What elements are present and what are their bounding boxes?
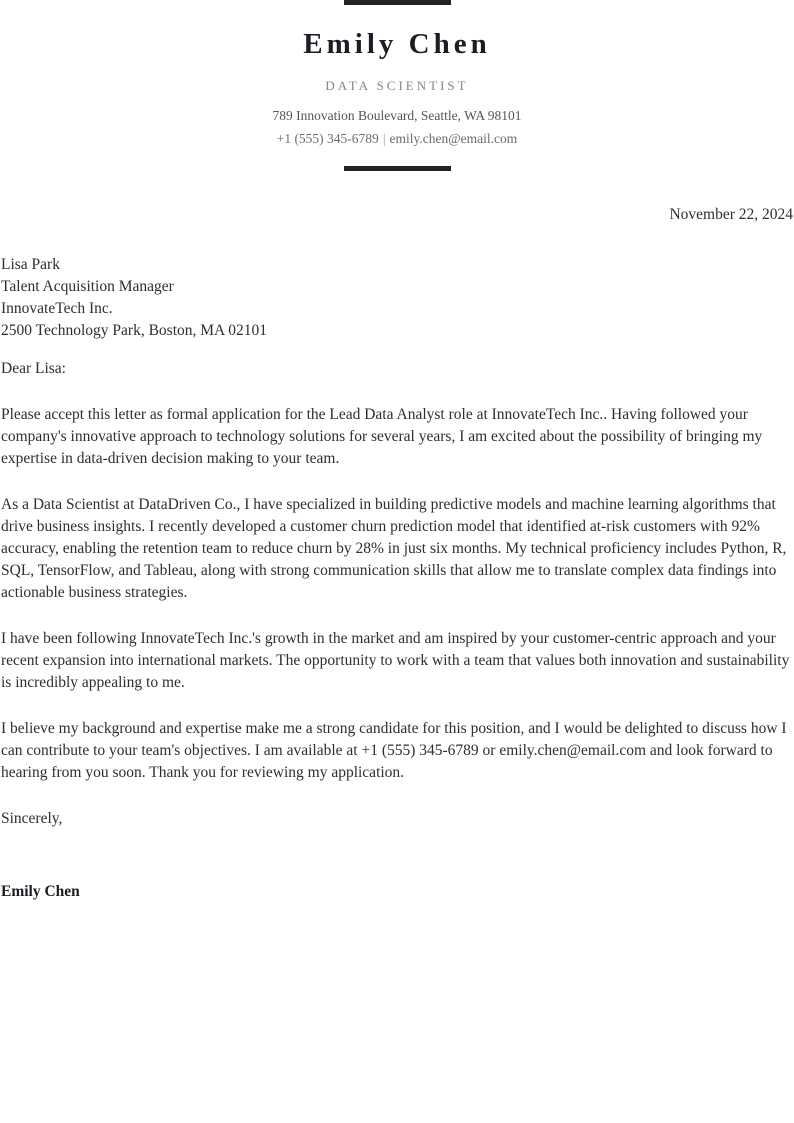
recipient-company: InnovateTech Inc. <box>1 300 113 317</box>
letter-body <box>0 204 794 903</box>
recipient-address: 2500 Technology Park, Boston, MA 02101 <box>1 322 268 339</box>
candidate-phone: +1 (555) 345-6789 <box>276 131 379 146</box>
letter-date: November 22, 2024 <box>669 206 793 223</box>
candidate-email: emily.chen@email.com <box>389 131 518 146</box>
body-paragraph: I have been following InnovateTech Inc.'s growth in the market and am inspired by your customer-centric approach and your recent expansion into international markets. The opportunity to work with a team that values both innovation and sustainability is incredibly appealing to me. <box>1 630 790 691</box>
closing-salutation: Sincerely, <box>1 810 63 827</box>
letter-header <box>0 0 794 171</box>
body-paragraph: Please accept this letter as formal application for the Lead Data Analyst role at InnovateTech Inc.. Having followed your company's innovative approach to technology solutions for several years, I am excited about the possibility of bringing my expertise in data-driven decision making to your team. <box>1 406 763 467</box>
recipient-title: Talent Acquisition Manager <box>1 278 174 295</box>
body-paragraph: As a Data Scientist at DataDriven Co., I have specialized in building predictive models and machine learning algorithms that drive business insights. I recently developed a customer churn prediction model that identified at-risk customers with 92% accuracy, enabling the retention team to reduce churn by 28% in just six months. My technical proficiency includes Python, R, SQL, TensorFlow, and Tableau, along with strong communication skills that allow me to translate complex data findings into actionable business strategies. <box>1 496 787 601</box>
candidate-name: Emily Chen <box>303 28 491 60</box>
recipient-block <box>1 254 793 342</box>
candidate-address: 789 Innovation Boulevard, Seattle, WA 98101 <box>272 108 522 123</box>
candidate-job-title: DATA SCIENTIST <box>325 78 469 93</box>
header-top-rule <box>344 0 451 5</box>
body-paragraph: I believe my background and expertise make me a strong candidate for this position, and I would be delighted to discuss how I can contribute to your team's objectives. I am available at +1 (555) 345-6789 or emily.chen@email.com and look forward to hearing from you soon. Thank you for reviewing my application. <box>1 720 787 781</box>
header-bottom-rule <box>344 166 451 171</box>
salutation: Dear Lisa: <box>1 360 66 377</box>
recipient-name: Lisa Park <box>1 256 60 273</box>
contact-separator: | <box>382 131 386 146</box>
signature-name: Emily Chen <box>1 883 80 900</box>
candidate-contact-line <box>0 131 794 147</box>
